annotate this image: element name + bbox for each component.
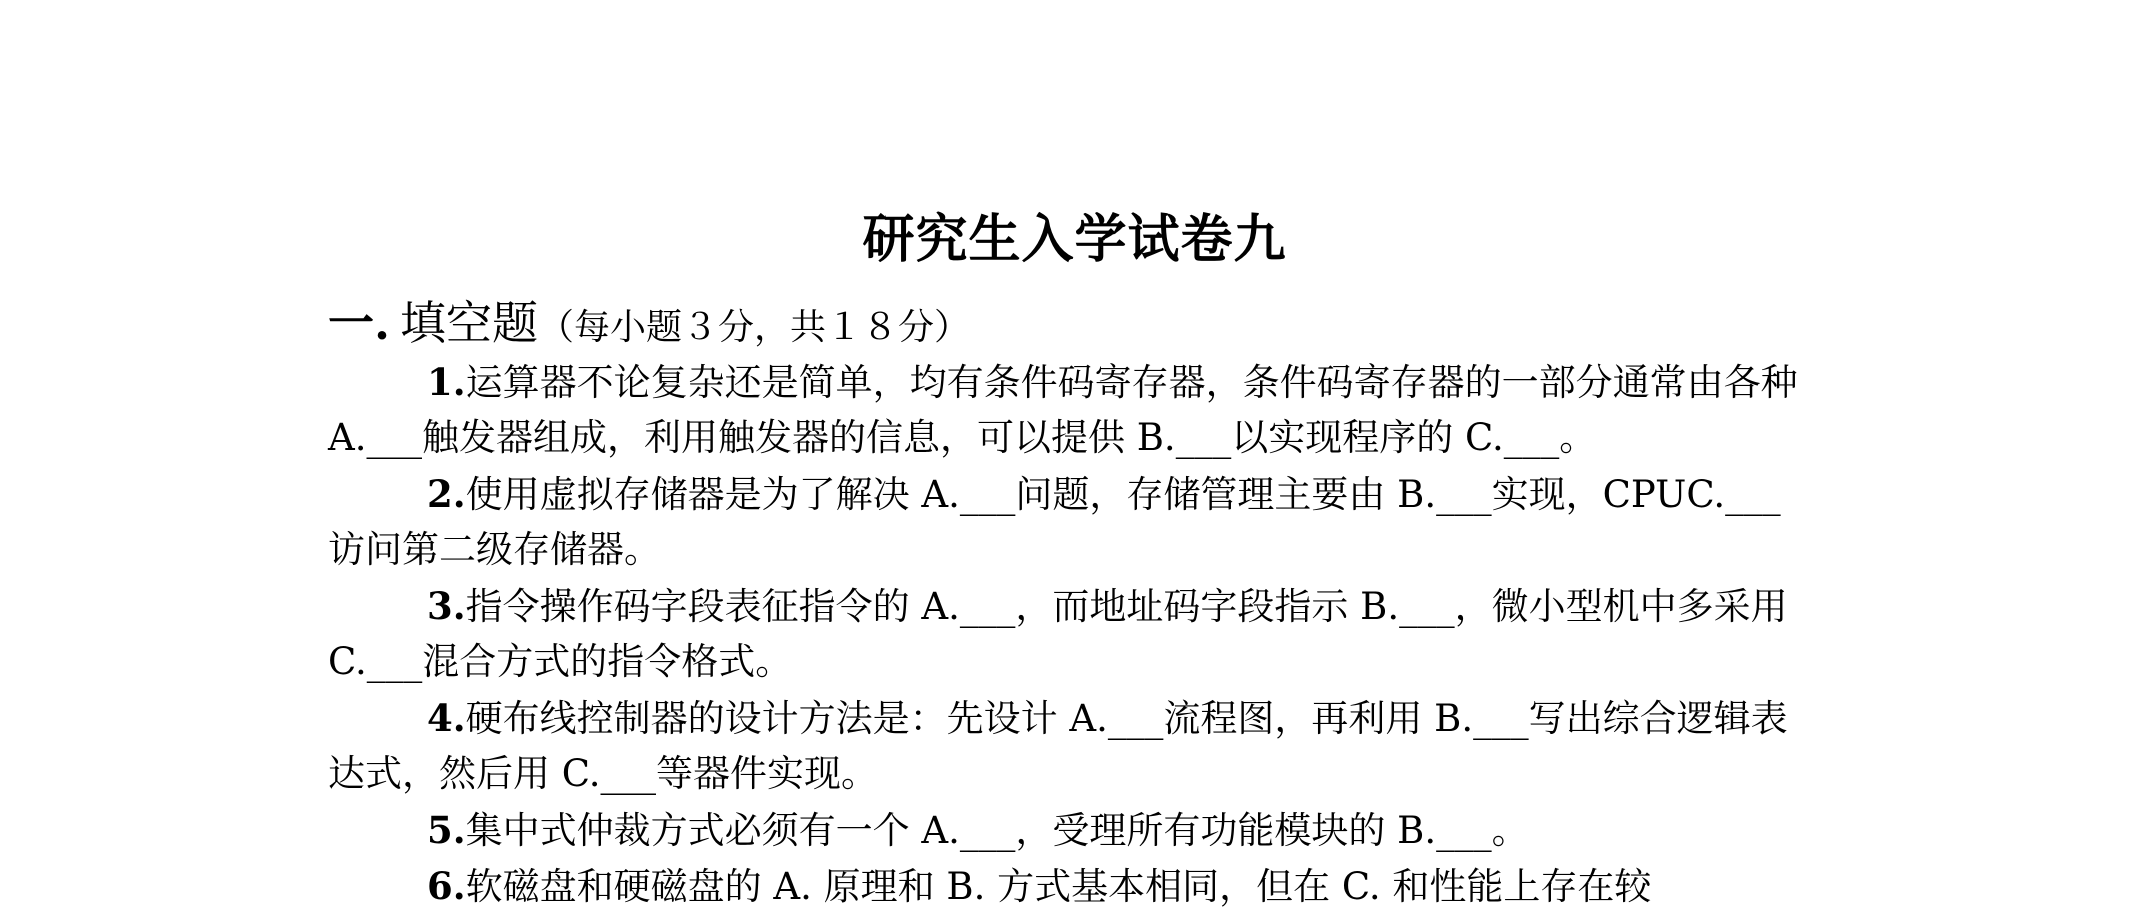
- question-number: 1.: [427, 360, 466, 404]
- question-text: 硬布线控制器的设计方法是：先设计 A.___流程图，再利用 B.___写出综合逻辑表: [465, 697, 1788, 740]
- section-number: 一.: [328, 296, 391, 350]
- section-note: （每小题３分，共１８分）: [538, 307, 971, 348]
- question-2-line-2: [328, 522, 661, 578]
- question-number: 3.: [427, 584, 466, 628]
- question-text: 达式，然后用 C.___等器件实现。: [328, 752, 879, 795]
- page-title: 研究生入学试卷九: [862, 209, 1287, 270]
- question-1-line-1: [427, 354, 1798, 411]
- question-number: 4.: [427, 696, 466, 740]
- section-heading: [328, 292, 970, 359]
- question-text: A.___触发器组成，利用触发器的信息，可以提供 B.___以实现程序的 C.___。: [328, 416, 1597, 459]
- question-text: 访问第二级存储器。: [328, 528, 661, 571]
- question-4-line-1: [427, 690, 1788, 747]
- section-name: 填空题: [400, 296, 539, 350]
- question-number: 2.: [427, 472, 466, 516]
- question-3-line-1: [427, 578, 1788, 635]
- question-number: 5.: [427, 808, 466, 852]
- question-text: C.___混合方式的指令格式。: [328, 640, 793, 683]
- question-2-line-1: [427, 466, 1781, 523]
- question-text: 软磁盘和硬磁盘的 A. 原理和 B. 方式基本相同，但在 C. 和性能上存在较: [465, 865, 1652, 908]
- question-1-line-2: [328, 410, 1596, 466]
- question-text: 运算器不论复杂还是简单，均有条件码寄存器，条件码寄存器的一部分通常由各种: [465, 361, 1798, 404]
- question-4-line-2: [328, 746, 878, 802]
- question-text: 指令操作码字段表征指令的 A.___，而地址码字段指示 B.___，微小型机中多采用: [465, 585, 1788, 628]
- question-3-line-2: [328, 634, 792, 690]
- question-text: 集中式仲裁方式必须有一个 A.___，受理所有功能模块的 B.___。: [465, 809, 1529, 852]
- question-5-line-1: [427, 802, 1529, 859]
- question-6-line-1: [427, 858, 1651, 915]
- question-number: 6.: [427, 864, 466, 908]
- question-text: 使用虚拟存储器是为了解决 A.___问题，存储管理主要由 B.___实现，CPUC.___: [465, 473, 1781, 516]
